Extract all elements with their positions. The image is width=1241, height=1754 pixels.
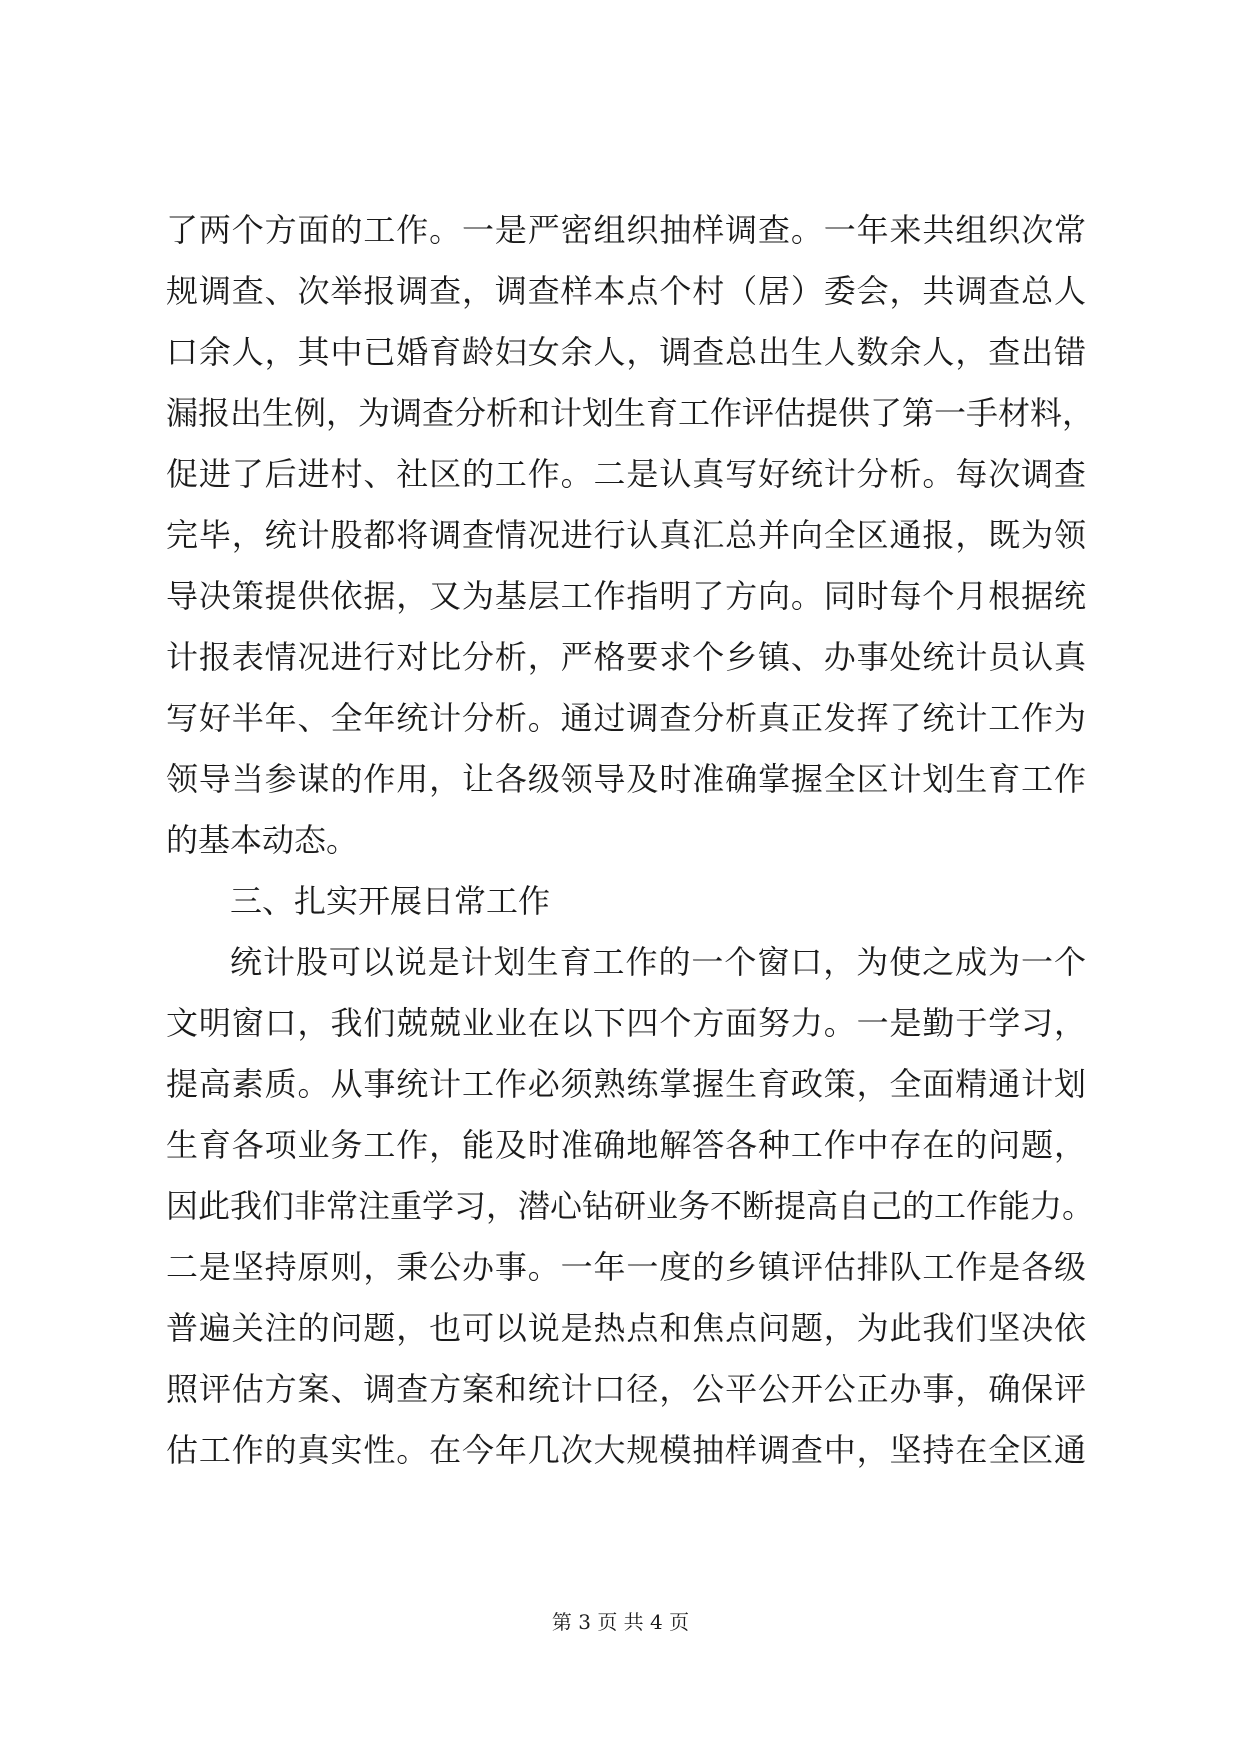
body-line: 的基本动态。	[166, 821, 359, 859]
body-line: 生育各项业务工作，能及时准确地解答各种工作中存在的问题，	[166, 1126, 1086, 1164]
body-line: 导决策提供依据，又为基层工作指明了方向。同时每个月根据统	[166, 577, 1086, 615]
body-line: 口余人，其中已婚育龄妇女余人，调查总出生人数余人，查出错	[166, 333, 1086, 371]
body-line: 照评估方案、调查方案和统计口径，公平公开公正办事，确保评	[166, 1370, 1086, 1408]
body-line: 促进了后进村、社区的工作。二是认真写好统计分析。每次调查	[166, 455, 1086, 493]
section-heading: 三、扎实开展日常工作	[230, 882, 551, 920]
page-number-footer: 第 3 页 共 4 页	[551, 1610, 690, 1634]
body-line: 估工作的真实性。在今年几次大规模抽样调查中，坚持在全区通	[166, 1431, 1086, 1469]
body-line: 写好半年、全年统计分析。通过调查分析真正发挥了统计工作为	[166, 699, 1086, 737]
body-line: 统计股可以说是计划生育工作的一个窗口，为使之成为一个	[230, 943, 1086, 981]
body-line: 完毕，统计股都将调查情况进行认真汇总并向全区通报，既为领	[166, 516, 1086, 554]
body-line: 计报表情况进行对比分析，严格要求个乡镇、办事处统计员认真	[166, 638, 1086, 676]
body-line: 漏报出生例，为调查分析和计划生育工作评估提供了第一手材料，	[166, 394, 1095, 432]
body-line: 了两个方面的工作。一是严密组织抽样调查。一年来共组织次常	[166, 211, 1086, 249]
body-line: 普遍关注的问题，也可以说是热点和焦点问题，为此我们坚决依	[166, 1309, 1086, 1347]
body-line: 规调查、次举报调查，调查样本点个村（居）委会，共调查总人	[166, 272, 1086, 310]
body-line: 领导当参谋的作用，让各级领导及时准确掌握全区计划生育工作	[166, 760, 1086, 798]
body-line: 提高素质。从事统计工作必须熟练掌握生育政策，全面精通计划	[166, 1065, 1086, 1103]
body-line: 文明窗口，我们兢兢业业在以下四个方面努力。一是勤于学习，	[166, 1004, 1086, 1042]
body-line: 二是坚持原则，秉公办事。一年一度的乡镇评估排队工作是各级	[166, 1248, 1086, 1286]
body-line: 因此我们非常注重学习，潜心钻研业务不断提高自己的工作能力。	[166, 1187, 1095, 1225]
